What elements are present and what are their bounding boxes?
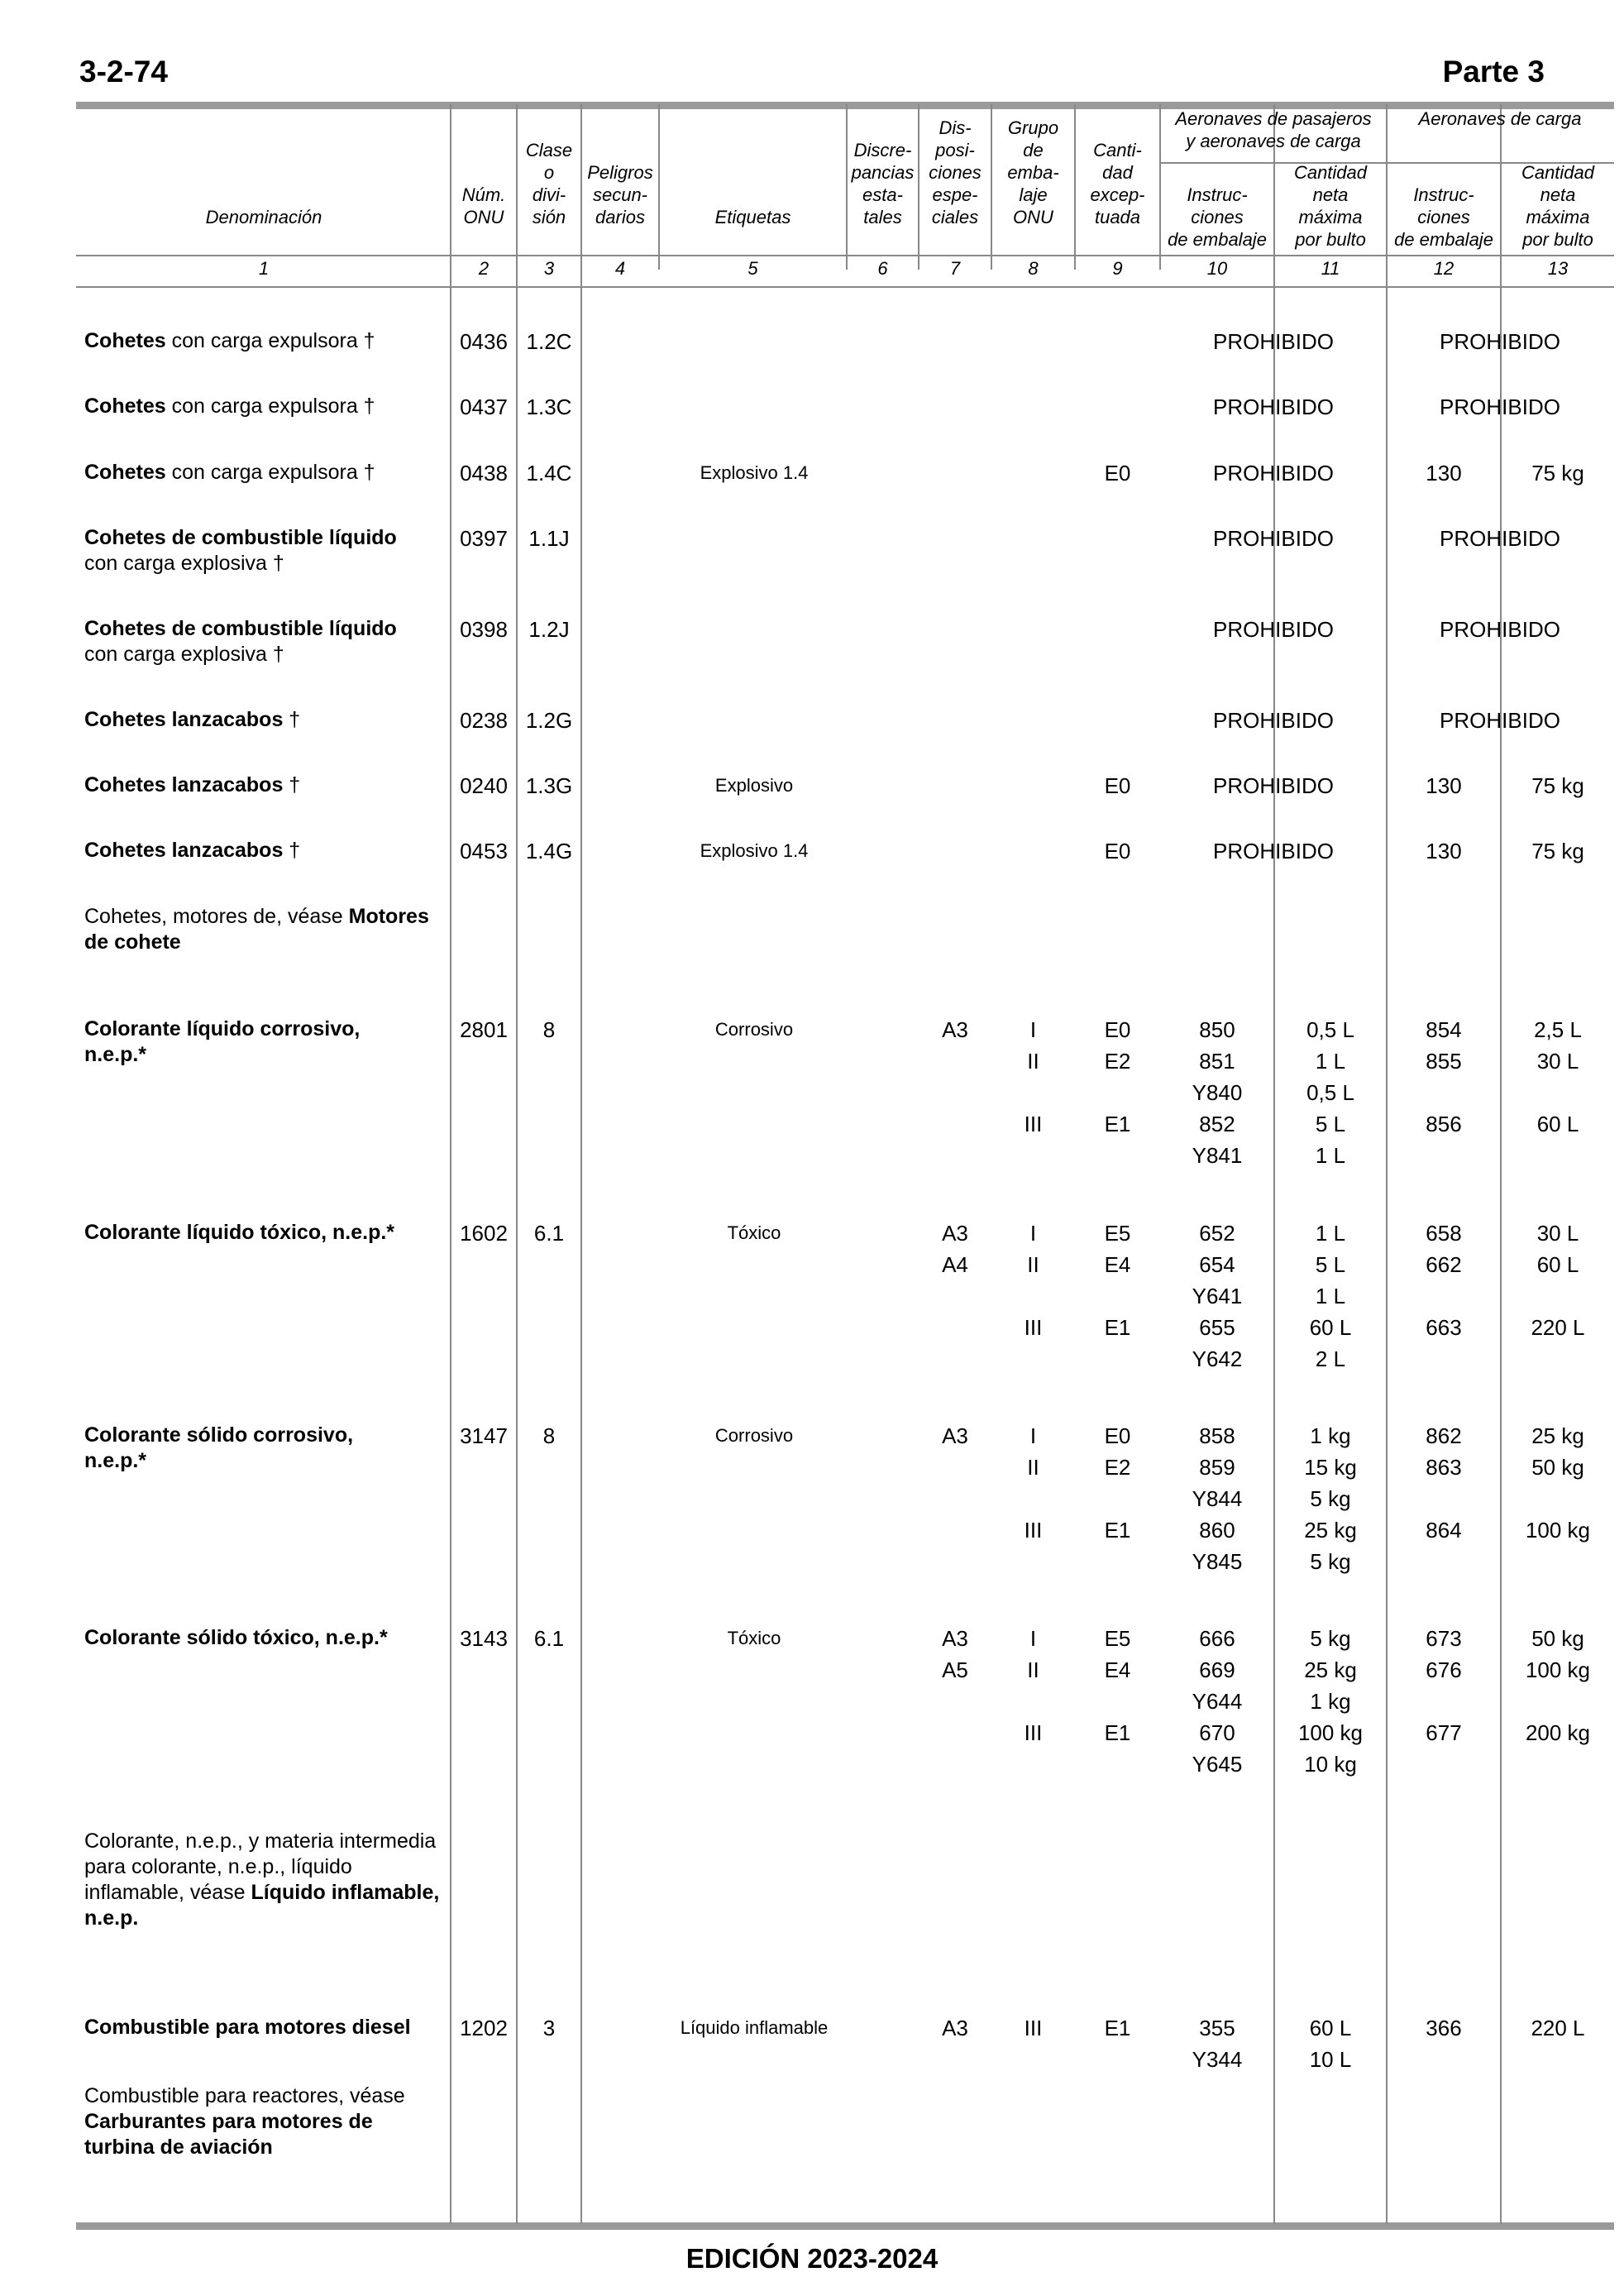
pax-net-quantity: 25 kg (1304, 1657, 1357, 1682)
entry-name-bold: Cohetes lanzacabos (84, 773, 284, 796)
pax-packing-instruction: Y844 (1192, 1486, 1243, 1511)
bottom-rule (76, 2222, 1614, 2230)
header-disposiciones: Dis- posi- ciones espe- ciales (929, 117, 982, 227)
entry-name (84, 1016, 448, 1068)
class-division: 1.2J (528, 617, 570, 642)
pax-net-quantity: 1 L (1315, 1284, 1346, 1308)
entry-name (84, 328, 448, 354)
entry-name-bold: Combustible para motores diesel (84, 2016, 411, 2039)
pax-packing-instruction: Y840 (1192, 1080, 1243, 1105)
pax-net-quantity: 1 L (1315, 1143, 1346, 1168)
prohibited-cargo: PROHIBIDO (1440, 395, 1560, 419)
pax-net-quantity: 60 L (1309, 2016, 1352, 2040)
entry-name (84, 1829, 448, 1931)
column-number: 4 (614, 258, 626, 279)
header-etiquetas: Etiquetas (714, 207, 791, 227)
cargo-packing-instruction: 856 (1426, 1112, 1462, 1136)
excepted-quantity: E1 (1104, 1112, 1131, 1136)
column-number: 13 (1547, 258, 1569, 279)
hazard-label: Corrosivo (714, 1425, 794, 1446)
excepted-quantity: E1 (1104, 1720, 1131, 1745)
excepted-quantity: E1 (1104, 1518, 1131, 1543)
class-division: 1.2G (525, 708, 573, 733)
entry-name-bold: Cohetes de combustible líquido (84, 617, 397, 640)
hazard-label: Explosivo 1.4 (700, 462, 809, 483)
header-num-onu: Núm. ONU (461, 184, 506, 227)
header-clase: Clase o divi- sión (525, 140, 573, 227)
column-number: 12 (1433, 258, 1454, 279)
column-number: 1 (258, 258, 270, 279)
header-discrepancias: Discre- pancias esta- tales (851, 140, 915, 227)
pax-packing-instruction: 850 (1199, 1017, 1235, 1042)
packing-group: I (1029, 1423, 1037, 1448)
packing-group: II (1027, 1252, 1039, 1277)
pax-packing-instruction: 851 (1199, 1049, 1235, 1074)
header-cantidad-carga: Cantidad neta máxima por bulto (1521, 162, 1595, 250)
special-provision: A3 (942, 1221, 968, 1246)
packing-group: III (1024, 1315, 1043, 1340)
cargo-net-quantity: 25 kg (1531, 1423, 1584, 1448)
header-bottom-line (76, 286, 1614, 288)
entry-name (84, 2015, 448, 2040)
column-number: 7 (949, 258, 961, 279)
entry-name-bold: Cohetes (84, 395, 166, 418)
prohibited-passenger: PROHIBIDO (1213, 329, 1334, 354)
un-number: 0238 (460, 708, 508, 733)
pax-net-quantity: 60 L (1309, 1315, 1352, 1340)
pax-net-quantity: 25 kg (1304, 1518, 1357, 1543)
entry-name (84, 1220, 448, 1246)
un-number: 0397 (460, 526, 508, 551)
cargo-net-quantity: 60 L (1536, 1252, 1579, 1277)
cargo-packing-instruction: 662 (1426, 1252, 1462, 1277)
entry-name (84, 838, 448, 863)
entry-name-rest: † (283, 839, 301, 862)
column-number: 6 (877, 258, 888, 279)
cargo-net-quantity: 100 kg (1525, 1657, 1591, 1682)
entry-name-bold: Cohetes de combustible líquido (84, 526, 397, 549)
entry-name (84, 394, 448, 419)
cargo-net-quantity: 75 kg (1531, 773, 1584, 798)
cargo-packing-instruction: 130 (1426, 773, 1462, 798)
un-number: 0436 (460, 329, 508, 354)
packing-group: III (1024, 1112, 1043, 1136)
prohibited-cargo: PROHIBIDO (1440, 617, 1560, 642)
header-carga-group: Aeronaves de carga (1418, 108, 1582, 129)
header-instrucciones-pax: Instruc- ciones de embalaje (1168, 184, 1267, 250)
edition-footer: EDICIÓN 2023-2024 (685, 2243, 939, 2274)
cargo-net-quantity: 50 kg (1531, 1455, 1584, 1480)
pax-packing-instruction: 654 (1199, 1252, 1235, 1277)
reference-target: Motores de cohete (84, 905, 429, 954)
pax-net-quantity: 15 kg (1304, 1455, 1357, 1480)
class-division: 8 (542, 1423, 556, 1448)
prohibited-passenger: PROHIBIDO (1213, 773, 1334, 798)
excepted-quantity: E1 (1104, 2016, 1131, 2040)
column-divider (658, 104, 660, 270)
special-provision: A3 (942, 1017, 968, 1042)
class-division: 3 (542, 2016, 556, 2040)
entry-name-rest: con carga explosiva † (84, 643, 284, 666)
pax-packing-instruction: 355 (1199, 2016, 1235, 2040)
reference-text: Colorante, n.e.p., y materia intermedia para colorante, n.e.p., líquido inflamable, véase (84, 1830, 437, 1904)
entry-name-rest: con carga expulsora † (165, 395, 375, 418)
pax-net-quantity: 5 L (1315, 1252, 1346, 1277)
hazard-label: Corrosivo (714, 1019, 794, 1040)
packing-group: I (1029, 1221, 1037, 1246)
special-provision: A4 (942, 1252, 968, 1277)
reference-target: Líquido inflamable, n.e.p. (84, 1881, 440, 1930)
entry-name (84, 773, 448, 798)
cargo-net-quantity: 220 L (1531, 2016, 1585, 2040)
cargo-packing-instruction: 864 (1426, 1518, 1462, 1543)
packing-group: III (1024, 1720, 1043, 1745)
excepted-quantity: E4 (1104, 1657, 1131, 1682)
prohibited-passenger: PROHIBIDO (1213, 395, 1334, 419)
entry-name-bold: Cohetes (84, 461, 166, 484)
entry-name-rest: con carga expulsora † (165, 329, 375, 352)
packing-group: II (1027, 1657, 1039, 1682)
class-division: 1.1J (528, 526, 570, 551)
excepted-quantity: E0 (1104, 839, 1131, 863)
entry-name-rest: † (283, 773, 301, 796)
special-provision: A3 (942, 1423, 968, 1448)
entry-name-bold: n.e.p.* (84, 1449, 147, 1472)
page-number: 3-2-74 (79, 55, 168, 88)
hazard-label: Líquido inflamable (680, 2017, 829, 2038)
entry-name (84, 707, 448, 733)
packing-group: II (1027, 1049, 1039, 1074)
pax-packing-instruction: Y344 (1192, 2047, 1243, 2072)
pax-packing-instruction: 858 (1199, 1423, 1235, 1448)
column-number: 10 (1206, 258, 1228, 279)
entry-name-rest: † (283, 708, 301, 731)
cargo-net-quantity: 50 kg (1531, 1626, 1584, 1651)
un-number: 1602 (460, 1221, 508, 1246)
cargo-net-quantity: 2,5 L (1534, 1017, 1582, 1042)
header-peligros: Peligros secun- darios (587, 162, 653, 227)
cargo-packing-instruction: 130 (1426, 461, 1462, 486)
pax-net-quantity: 10 kg (1304, 1752, 1357, 1777)
column-number: 3 (543, 258, 555, 279)
pax-net-quantity: 5 kg (1310, 1486, 1351, 1511)
pax-net-quantity: 1 L (1315, 1049, 1346, 1074)
pax-packing-instruction: Y641 (1192, 1284, 1243, 1308)
hazard-label: Tóxico (727, 1222, 781, 1243)
cargo-packing-instruction: 676 (1426, 1657, 1462, 1682)
entry-name-bold: Cohetes lanzacabos (84, 708, 284, 731)
prohibited-cargo: PROHIBIDO (1440, 526, 1560, 551)
excepted-quantity: E5 (1104, 1626, 1131, 1651)
pax-packing-instruction: 655 (1199, 1315, 1235, 1340)
class-division: 1.3C (526, 395, 572, 419)
prohibited-passenger: PROHIBIDO (1213, 617, 1334, 642)
header-cantidad-pax: Cantidad neta máxima por bulto (1293, 162, 1368, 250)
cargo-net-quantity: 30 L (1536, 1221, 1579, 1246)
cargo-net-quantity: 220 L (1531, 1315, 1585, 1340)
entry-name-bold: Colorante líquido tóxico, n.e.p.* (84, 1221, 395, 1244)
class-division: 1.4C (526, 461, 572, 486)
excepted-quantity: E1 (1104, 1315, 1131, 1340)
part-title: Parte 3 (1442, 55, 1545, 88)
prohibited-passenger: PROHIBIDO (1213, 839, 1334, 863)
excepted-quantity: E4 (1104, 1252, 1131, 1277)
excepted-quantity: E0 (1104, 1017, 1131, 1042)
pax-net-quantity: 5 kg (1310, 1549, 1351, 1574)
hazard-label: Explosivo (714, 775, 794, 796)
class-division: 8 (542, 1017, 556, 1042)
cargo-packing-instruction: 677 (1426, 1720, 1462, 1745)
special-provision: A3 (942, 2016, 968, 2040)
pax-net-quantity: 2 L (1315, 1347, 1346, 1371)
entry-name (84, 1625, 448, 1651)
pax-net-quantity: 1 L (1315, 1221, 1346, 1246)
excepted-quantity: E2 (1104, 1455, 1131, 1480)
header-divider (76, 255, 1614, 256)
reference-text: Combustible para reactores, véase (84, 2084, 405, 2107)
class-division: 6.1 (533, 1626, 565, 1651)
entry-name (84, 525, 448, 576)
entry-name-rest: con carga explosiva † (84, 552, 284, 575)
packing-group: III (1024, 2016, 1043, 2040)
pax-packing-instruction: 670 (1199, 1720, 1235, 1745)
class-division: 1.2C (526, 329, 572, 354)
column-number: 11 (1321, 258, 1340, 279)
special-provision: A3 (942, 1626, 968, 1651)
packing-group: I (1029, 1626, 1037, 1651)
cargo-net-quantity: 60 L (1536, 1112, 1579, 1136)
class-division: 1.3G (525, 773, 573, 798)
excepted-quantity: E0 (1104, 461, 1131, 486)
entry-name (84, 904, 448, 955)
column-number: 5 (748, 258, 758, 279)
cargo-packing-instruction: 862 (1426, 1423, 1462, 1448)
entry-name-bold: Colorante sólido corrosivo, (84, 1423, 354, 1447)
reference-target: Carburantes para motores de turbina de aviación (84, 2110, 373, 2159)
excepted-quantity: E5 (1104, 1221, 1131, 1246)
entry-name (84, 616, 448, 667)
reference-text: Cohetes, motores de, véase (84, 905, 343, 928)
pax-packing-instruction: 859 (1199, 1455, 1235, 1480)
un-number: 0453 (460, 839, 508, 863)
hazard-label: Tóxico (727, 1628, 781, 1648)
class-division: 1.4G (525, 839, 573, 863)
header-instrucciones-carga: Instruc- ciones de embalaje (1394, 184, 1493, 250)
entry-name-bold: Colorante líquido corrosivo, (84, 1017, 361, 1040)
header-denominacion: Denominación (205, 207, 322, 227)
un-number: 3147 (460, 1423, 508, 1448)
prohibited-passenger: PROHIBIDO (1213, 708, 1334, 733)
entry-name (84, 2083, 448, 2160)
header-pasajeros-group: Aeronaves de pasajeros y aeronaves de carga (1175, 108, 1372, 151)
pax-packing-instruction: Y642 (1192, 1347, 1243, 1371)
cargo-net-quantity: 75 kg (1531, 839, 1584, 863)
column-number: 9 (1112, 258, 1123, 279)
cargo-packing-instruction: 673 (1426, 1626, 1462, 1651)
cargo-packing-instruction: 366 (1426, 2016, 1462, 2040)
pax-packing-instruction: Y645 (1192, 1752, 1243, 1777)
excepted-quantity: E2 (1104, 1049, 1131, 1074)
cargo-packing-instruction: 855 (1426, 1049, 1462, 1074)
entry-name-bold: Cohetes (84, 329, 166, 352)
pax-net-quantity: 5 kg (1310, 1626, 1351, 1651)
class-division: 6.1 (533, 1221, 565, 1246)
cargo-net-quantity: 75 kg (1531, 461, 1584, 486)
cargo-packing-instruction: 130 (1426, 839, 1462, 863)
packing-group: I (1029, 1017, 1037, 1042)
prohibited-passenger: PROHIBIDO (1213, 526, 1334, 551)
entry-name-bold: n.e.p.* (84, 1043, 147, 1066)
pax-net-quantity: 0,5 L (1306, 1080, 1354, 1105)
header-cantidad-exceptuada: Canti- dad excep- tuada (1090, 140, 1145, 227)
un-number: 1202 (460, 2016, 508, 2040)
pax-net-quantity: 5 L (1315, 1112, 1346, 1136)
un-number: 0240 (460, 773, 508, 798)
pax-packing-instruction: 852 (1199, 1112, 1235, 1136)
un-number: 3143 (460, 1626, 508, 1651)
entry-name-bold: Cohetes lanzacabos (84, 839, 284, 862)
entry-name (84, 460, 448, 486)
prohibited-passenger: PROHIBIDO (1213, 461, 1334, 486)
pax-net-quantity: 10 L (1309, 2047, 1352, 2072)
column-divider (580, 104, 582, 2224)
pax-packing-instruction: Y845 (1192, 1549, 1243, 1574)
cargo-net-quantity: 30 L (1536, 1049, 1579, 1074)
prohibited-cargo: PROHIBIDO (1440, 329, 1560, 354)
cargo-net-quantity: 100 kg (1525, 1518, 1591, 1543)
header-grupo-embalaje: Grupo de emba- laje ONU (1007, 117, 1059, 227)
hazard-label: Explosivo 1.4 (700, 840, 809, 861)
pax-packing-instruction: Y644 (1192, 1689, 1243, 1714)
packing-group: III (1024, 1518, 1043, 1543)
pax-net-quantity: 1 kg (1310, 1423, 1351, 1448)
cargo-packing-instruction: 863 (1426, 1455, 1462, 1480)
cargo-packing-instruction: 854 (1426, 1017, 1462, 1042)
un-number: 0438 (460, 461, 508, 486)
pax-packing-instruction: 652 (1199, 1221, 1235, 1246)
entry-name (84, 1423, 448, 1474)
un-number: 0437 (460, 395, 508, 419)
entry-name-rest: con carga expulsora † (165, 461, 375, 484)
column-number: 2 (478, 258, 490, 279)
pax-net-quantity: 0,5 L (1306, 1017, 1354, 1042)
pax-packing-instruction: 860 (1199, 1518, 1235, 1543)
pax-net-quantity: 1 kg (1310, 1689, 1351, 1714)
prohibited-cargo: PROHIBIDO (1440, 708, 1560, 733)
cargo-packing-instruction: 658 (1426, 1221, 1462, 1246)
column-number: 8 (1028, 258, 1039, 279)
excepted-quantity: E0 (1104, 1423, 1131, 1448)
excepted-quantity: E0 (1104, 773, 1131, 798)
pax-packing-instruction: 669 (1199, 1657, 1235, 1682)
un-number: 0398 (460, 617, 508, 642)
special-provision: A5 (942, 1657, 968, 1682)
un-number: 2801 (460, 1017, 508, 1042)
entry-name-bold: Colorante sólido tóxico, n.e.p.* (84, 1626, 388, 1649)
pax-packing-instruction: Y841 (1192, 1143, 1243, 1168)
cargo-net-quantity: 200 kg (1525, 1720, 1591, 1745)
pax-net-quantity: 100 kg (1297, 1720, 1364, 1745)
packing-group: II (1027, 1455, 1039, 1480)
pax-packing-instruction: 666 (1199, 1626, 1235, 1651)
cargo-packing-instruction: 663 (1426, 1315, 1462, 1340)
